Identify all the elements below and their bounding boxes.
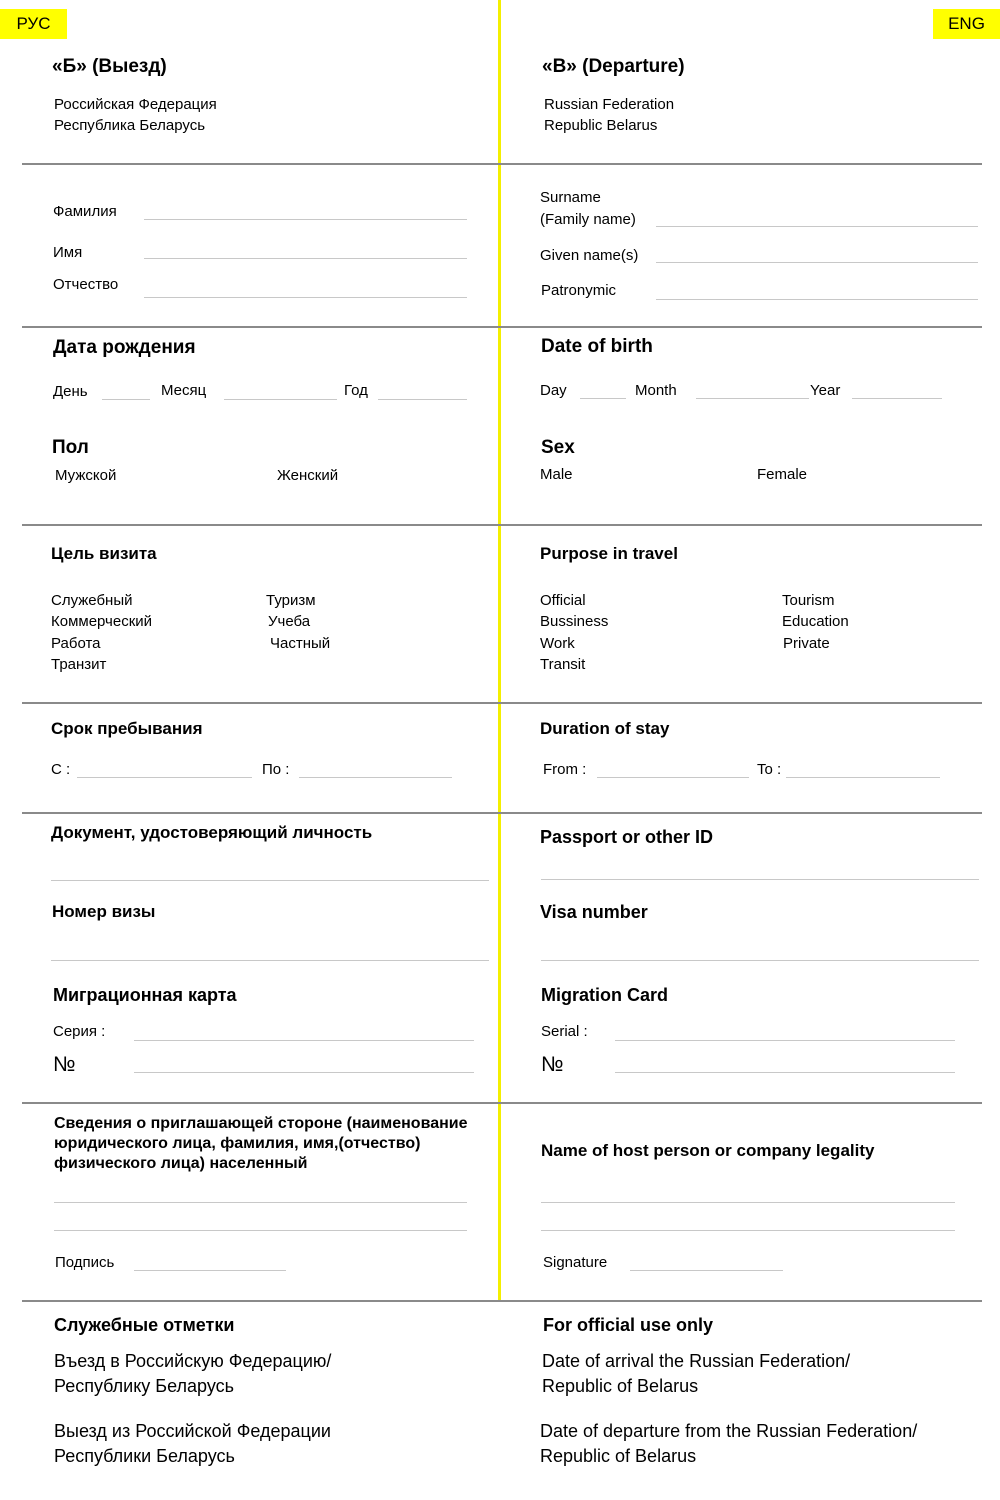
en-purpose-business[interactable]: Bussiness — [540, 613, 609, 630]
section-divider — [22, 524, 982, 526]
ru-country-1: Российская Федерация — [54, 96, 217, 113]
ru-sex-male[interactable]: Мужской — [55, 467, 117, 484]
ru-patronymic-field[interactable] — [144, 297, 467, 298]
en-migration-number-label: № — [541, 1053, 564, 1076]
en-migration-number-field[interactable] — [615, 1072, 955, 1073]
section-divider — [22, 1102, 982, 1104]
ru-host-title: Сведения о приглашающей стороне (наименование юридического лица, фамилия, имя,(отчество) физического лица) населенный — [54, 1115, 468, 1172]
ru-purpose-private[interactable]: Частный — [270, 635, 331, 652]
section-divider — [22, 812, 982, 814]
section-divider — [22, 1300, 982, 1302]
ru-migration-number-label: № — [53, 1053, 76, 1076]
ru-purpose-tourism[interactable]: Туризм — [266, 592, 316, 609]
en-purpose-official[interactable]: Official — [540, 592, 586, 609]
en-surname-label-2: (Family name) — [540, 211, 636, 228]
en-migration-title: Migration Card — [541, 985, 669, 1005]
en-purpose-title: Purpose in travel — [540, 544, 678, 563]
ru-form-title: «Б» (Выезд) — [52, 56, 167, 77]
en-country-2: Republic Belarus — [544, 117, 658, 134]
en-signature-label: Signature — [543, 1254, 608, 1271]
en-year-label: Year — [810, 382, 841, 399]
en-stay-title: Duration of stay — [540, 719, 670, 738]
section-divider — [22, 163, 982, 165]
en-signature-field[interactable] — [630, 1270, 783, 1271]
en-dob-title: Date of birth — [541, 336, 653, 357]
ru-stay-to-label: По : — [262, 761, 290, 778]
ru-country-2: Республика Беларусь — [54, 117, 206, 134]
en-day-label: Day — [540, 382, 567, 399]
column-divider — [498, 0, 501, 1300]
en-stay-from-field[interactable] — [597, 777, 749, 778]
ru-official-title: Служебные отметки — [54, 1315, 235, 1335]
en-migration-serial-field[interactable] — [615, 1040, 955, 1041]
ru-arrival-line-2: Республику Беларусь — [54, 1376, 235, 1396]
ru-given-name-label: Имя — [53, 244, 83, 261]
en-stay-to-label: To : — [757, 761, 782, 778]
ru-purpose-education[interactable]: Учеба — [268, 613, 311, 630]
ru-surname-label: Фамилия — [53, 203, 117, 220]
ru-departure-line-1: Выезд из Российской Федерации — [54, 1421, 331, 1441]
en-purpose-tourism[interactable]: Tourism — [782, 592, 835, 609]
section-divider — [22, 326, 982, 328]
ru-id-field[interactable] — [51, 880, 489, 881]
ru-purpose-title: Цель визита — [51, 544, 157, 563]
en-official-title: For official use only — [543, 1315, 714, 1335]
ru-sex-female[interactable]: Женский — [277, 467, 339, 484]
ru-migration-serial-field[interactable] — [134, 1040, 474, 1041]
ru-purpose-work[interactable]: Работа — [51, 635, 101, 652]
en-stay-to-field[interactable] — [786, 777, 940, 778]
en-visa-field[interactable] — [541, 960, 979, 961]
en-country-1: Russian Federation — [544, 96, 675, 113]
en-patronymic-label: Patronymic — [541, 282, 617, 299]
ru-id-title: Документ, удостоверяющий личность — [51, 823, 373, 842]
lang-tag-ru: РУС — [0, 9, 67, 39]
ru-signature-field[interactable] — [134, 1270, 286, 1271]
section-divider — [22, 702, 982, 704]
en-sex-title: Sex — [541, 437, 575, 458]
ru-stay-title: Срок пребывания — [51, 719, 203, 738]
en-id-title: Passport or other ID — [540, 827, 714, 847]
ru-migration-serial-label: Серия : — [53, 1023, 106, 1040]
ru-host-field-1[interactable] — [54, 1202, 467, 1203]
lang-tag-en: ENG — [933, 9, 1000, 39]
ru-surname-field[interactable] — [144, 219, 467, 220]
en-host-field-2[interactable] — [541, 1230, 955, 1231]
ru-visa-field[interactable] — [51, 960, 489, 961]
en-day-field[interactable] — [580, 398, 626, 399]
ru-day-field[interactable] — [102, 399, 150, 400]
en-month-label: Month — [635, 382, 677, 399]
ru-year-label: Год — [344, 382, 368, 399]
en-surname-field[interactable] — [656, 226, 978, 227]
ru-stay-to-field[interactable] — [299, 777, 452, 778]
en-stay-from-label: From : — [543, 761, 587, 778]
ru-stay-from-field[interactable] — [77, 777, 252, 778]
ru-purpose-business[interactable]: Коммерческий — [51, 613, 153, 630]
en-form-title: «B» (Departure) — [542, 56, 685, 77]
en-departure-line-1: Date of departure from the Russian Federation/ — [540, 1421, 918, 1441]
ru-host-field-2[interactable] — [54, 1230, 467, 1231]
en-arrival-line-1: Date of arrival the Russian Federation/ — [542, 1351, 851, 1371]
en-visa-title: Visa number — [540, 902, 648, 922]
ru-month-field[interactable] — [224, 399, 337, 400]
ru-year-field[interactable] — [378, 399, 467, 400]
ru-month-label: Месяц — [161, 382, 207, 399]
en-month-field[interactable] — [696, 398, 809, 399]
ru-given-name-field[interactable] — [144, 258, 467, 259]
en-year-field[interactable] — [852, 398, 942, 399]
ru-dob-title: Дата рождения — [53, 337, 196, 358]
ru-day-label: День — [53, 383, 88, 400]
ru-sex-title: Пол — [52, 437, 89, 458]
en-given-name-field[interactable] — [656, 262, 978, 263]
ru-stay-from-label: С : — [51, 761, 71, 778]
en-host-title: Name of host person or company legality — [541, 1141, 875, 1160]
ru-migration-number-field[interactable] — [134, 1072, 474, 1073]
ru-migration-title: Миграционная карта — [53, 985, 237, 1005]
en-purpose-work[interactable]: Work — [540, 635, 575, 652]
en-id-field[interactable] — [541, 879, 979, 880]
ru-signature-label: Подпись — [55, 1254, 115, 1271]
ru-visa-title: Номер визы — [52, 902, 156, 921]
ru-purpose-official[interactable]: Служебный — [51, 592, 133, 609]
ru-arrival-line-1: Въезд в Российскую Федерацию/ — [54, 1351, 332, 1371]
en-migration-serial-label: Serial : — [541, 1023, 588, 1040]
en-surname-label: Surname — [540, 189, 601, 206]
en-given-name-label: Given name(s) — [540, 247, 639, 264]
en-purpose-education[interactable]: Education — [782, 613, 849, 630]
ru-patronymic-label: Отчество — [53, 276, 119, 293]
en-arrival-line-2: Republic of Belarus — [542, 1376, 699, 1396]
ru-purpose-transit[interactable]: Транзит — [51, 656, 107, 673]
en-patronymic-field[interactable] — [656, 299, 978, 300]
en-purpose-transit[interactable]: Transit — [540, 656, 586, 673]
en-sex-male[interactable]: Male — [540, 466, 573, 483]
en-purpose-private[interactable]: Private — [783, 635, 830, 652]
en-host-field-1[interactable] — [541, 1202, 955, 1203]
ru-departure-line-2: Республики Беларусь — [54, 1446, 235, 1466]
en-departure-line-2: Republic of Belarus — [540, 1446, 697, 1466]
en-sex-female[interactable]: Female — [757, 466, 808, 483]
